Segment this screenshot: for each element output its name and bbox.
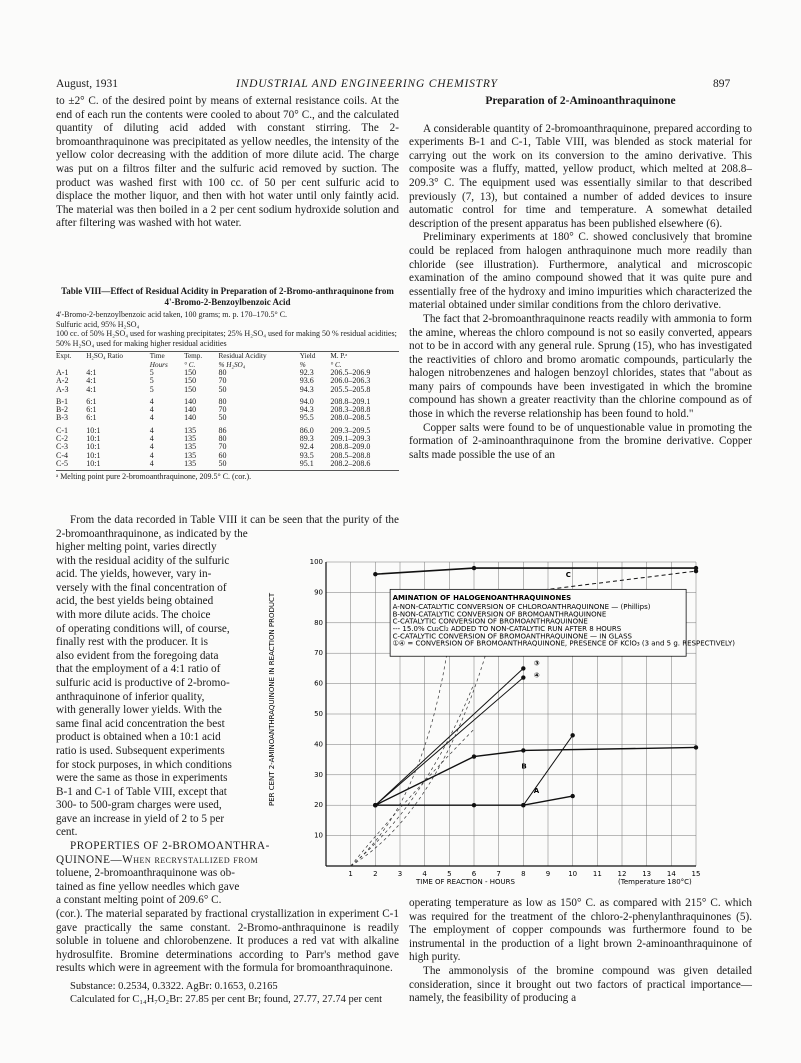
- y-tick-label: 60: [314, 679, 323, 688]
- legend-entry: ①④ = CONVERSION OF BROMOANTHRAQUINONE, PRESENCE OF KClO₃ (3 and 5 g. RESPECTIVELY): [392, 639, 736, 648]
- table-cell: 208.5–208.8: [330, 450, 371, 460]
- right-bottom: [409, 897, 752, 1006]
- x-axis-label: TIME OF REACTION - HOURS: [416, 878, 515, 886]
- table-cell: 94.0: [299, 396, 314, 406]
- table-cell: 80: [218, 396, 227, 406]
- y-tick-label: 40: [314, 740, 323, 749]
- data-point: [373, 803, 377, 807]
- x-tick-label: 14: [666, 870, 676, 878]
- legend-entry: C-CATALYTIC CONVERSION OF BROMOANTHRAQUINONE: [392, 617, 588, 626]
- table-cell: 50: [218, 413, 227, 423]
- amination-chart: [268, 556, 736, 894]
- table-cell: 208.8–209.1: [330, 396, 371, 406]
- narrow-text-line: B-1 and C-1 of Table VIII, except that: [56, 785, 227, 798]
- data-point: [521, 666, 525, 670]
- table-cell: 89.3: [299, 434, 314, 444]
- table-cell: 6:1: [86, 396, 97, 406]
- table-cell: 140: [184, 396, 197, 406]
- table-cell: 4: [149, 413, 154, 423]
- right-column: [409, 95, 752, 462]
- table-cell: 6:1: [86, 413, 97, 423]
- curve-label: B: [521, 762, 527, 771]
- table-cell: B-2: [56, 405, 68, 415]
- data-point: [373, 572, 377, 576]
- y-tick-label: 10: [314, 831, 323, 840]
- y-tick-label: 80: [314, 618, 323, 627]
- running-date: August, 1931: [56, 78, 118, 90]
- table-cell: 4: [149, 396, 154, 406]
- table-cell: 10:1: [86, 458, 101, 468]
- narrow-text-line: anthraquinone of inferior quality,: [56, 690, 205, 703]
- table-cell: C-2: [56, 434, 68, 444]
- data-point: [694, 569, 698, 573]
- col-header: H₂SO₄ Ratio: [86, 352, 123, 360]
- right-paragraph: Copper salts were found to be of unquestionable value in promoting the formation of 2-aminoanthraquinone from the bromine derivative. Copper salts made possible the use of an: [409, 421, 752, 461]
- table-cell: 10:1: [86, 442, 101, 452]
- x-tick-label: 7: [496, 870, 501, 878]
- y-tick-label: 90: [314, 588, 323, 597]
- right-paragraph: Preliminary experiments at 180° C. showed conclusively that bromine could be replaced from halogen anthraquinone much more readily than chloride (see illustration). Furthermore, analytical and microscopic examination of the amino compound showed that it was quite pure and essentially free of the hydroxy and imino impurities which characterized the material obtained under similar conditions from the chloro derivative.: [409, 231, 752, 312]
- unit-cell: Hours: [149, 360, 168, 369]
- table-cell: A-3: [56, 384, 69, 394]
- left-bottom-text: [56, 908, 399, 1006]
- narrow-text-line: of operating conditions will, of course,: [56, 622, 230, 635]
- table-cell: 208.8–209.0: [330, 442, 371, 452]
- x-tick-label: 10: [568, 870, 578, 878]
- narrow-text-line: QUINONE—When recrystallized from: [56, 853, 259, 866]
- data-table: [56, 351, 399, 468]
- col-header: Yield: [299, 352, 316, 360]
- legend-entry: A-NON-CATALYTIC CONVERSION OF CHLOROANTHRAQUINONE — (Phillips): [392, 603, 651, 612]
- narrow-text-line: acid. The yields, however, vary in-: [56, 568, 212, 581]
- y-tick-label: 100: [309, 558, 323, 566]
- table-cell: 95.5: [299, 413, 314, 423]
- col-header: Time: [149, 352, 165, 360]
- table-cell: 80: [218, 368, 227, 377]
- table-cell: 86.0: [299, 425, 314, 435]
- table-cell: 4: [149, 425, 154, 435]
- col-header: M. P.ᵃ: [330, 352, 348, 360]
- narrow-text-line: that the employment of a 4:1 ratio of: [56, 663, 221, 676]
- data-point: [521, 748, 525, 752]
- table-cell: A-2: [56, 376, 69, 386]
- table-cell: C-4: [56, 450, 68, 460]
- x-tick-label: 4: [422, 870, 427, 878]
- left-narrow-text: [56, 541, 288, 908]
- unit-cell: %: [299, 360, 306, 369]
- narrow-text-line: with the residual acidity of the sulfuric: [56, 554, 230, 567]
- table-cell: 150: [184, 368, 197, 377]
- page-number: 897: [713, 78, 731, 90]
- narrow-text-line: toluene, 2-bromoanthraquinone was ob-: [56, 867, 235, 880]
- table-cell: 140: [184, 413, 197, 423]
- table-cell: 4:1: [86, 368, 97, 377]
- table-cell: 135: [184, 425, 197, 435]
- narrow-text-line: versely with the final concentration of: [56, 581, 227, 594]
- narrow-text-line: same final acid concentration the best: [56, 717, 225, 730]
- narrow-text-line: were the same as those in experiments: [56, 772, 228, 785]
- table-note-3: 100 cc. of 50% H₂SO₄ used for washing precipitates; 25% H₂SO₄ used for making 50 % residual acidities; 50% H₂SO₄ used for making higher residual acidities: [56, 329, 397, 348]
- journal-title: INDUSTRIAL AND ENGINEERING CHEMISTRY: [236, 78, 498, 90]
- y-axis-label: PER CENT 2-AMINOANTHRAQUINONE IN REACTION PRODUCT: [268, 592, 276, 806]
- table-cell: 206.5–206.9: [330, 368, 371, 377]
- table-cell: 5: [149, 368, 154, 377]
- narrow-text-line: with generally lower yields. With the: [56, 704, 222, 717]
- table-row: [56, 386, 399, 394]
- table-title: Table VIII—Effect of Residual Acidity in Preparation of 2-Bromo-anthraquinone from 4'-Bromo-2-Benzoylbenzoic Acid: [61, 286, 394, 307]
- col-header: Expt.: [56, 352, 72, 360]
- table-cell: 4:1: [86, 376, 97, 386]
- chart-title: AMINATION OF HALOGENOANTHRAQUINONES: [392, 594, 572, 602]
- table-cell: 50: [218, 384, 227, 394]
- table-cell: C-3: [56, 442, 68, 452]
- table-cell: 4: [149, 442, 154, 452]
- x-tick-label: 3: [397, 870, 403, 878]
- table-header-row: [56, 352, 399, 361]
- narrow-text-line: 300- to 500-gram charges were used,: [56, 799, 222, 812]
- left-intro-paragraph: to ±2° C. of the desired point by means of external resistance coils. At the end of each run the contents were cooled to about 70° C., and the calculated quantity of diluting acid added with constant stirring. The 2-bromoanthraquinone was precipitated as yellow needles, the intensity of the yellow color decreasing with the addition of more dilute acid. The charge was put on a filtros filter and the sulfuric acid removed by suction. The product was washed first with 100 cc. of 50 per cent sulfuric acid to displace the mother liquor, and then with hot water until only faintly acid. The material was then boiled in a 2 per cent sodium hydroxide solution and after filtering was washed with hot water.: [56, 95, 399, 230]
- analysis-line-1: Substance: 0.2534, 0.3322. AgBr: 0.1653, 0.2165: [70, 980, 278, 992]
- data-point: [521, 803, 525, 807]
- data-point: [521, 675, 525, 679]
- table-cell: 93.5: [299, 450, 314, 460]
- table-cell: 92.3: [299, 368, 314, 377]
- data-point: [570, 733, 574, 737]
- left-intro: [56, 95, 399, 231]
- narrow-text-line: PROPERTIES OF 2-BROMOANTHRA-: [70, 840, 270, 853]
- table-cell: 135: [184, 458, 197, 468]
- table-cell: 4: [149, 434, 154, 444]
- table-cell: 6:1: [86, 405, 97, 415]
- table-cell: 135: [184, 442, 197, 452]
- table-cell: B-3: [56, 413, 68, 423]
- y-tick-label: 50: [314, 710, 323, 718]
- x-tick-label: 8: [521, 870, 526, 878]
- table-row: [56, 414, 399, 422]
- table-cell: 4:1: [86, 384, 97, 394]
- data-point: [694, 745, 698, 749]
- unit-cell: ° C.: [330, 360, 342, 369]
- narrow-text-line: with more dilute acids. The choice: [56, 608, 211, 621]
- table-cell: 208.2–208.6: [330, 458, 371, 468]
- narrow-text-line: finally rest with the producer. It is: [56, 636, 208, 649]
- table-cell: 10:1: [86, 450, 101, 460]
- y-tick-label: 70: [314, 649, 323, 658]
- narrow-text-line: acid, the best yields being obtained: [56, 595, 214, 608]
- data-point: [472, 803, 476, 807]
- x-tick-label: 13: [642, 870, 652, 878]
- right-paragraph: The fact that 2-bromoanthraquinone reacts readily with ammonia to form the amine, whereas the chloro compound is not so easily converted, appears not to be in accord with any general rule. Sprung (15), who has investigated the reactivities of chloro and bromo aromatic compounds, particularly the halogen nitrobenzenes and halogen benzoyl chlorides, states that "about as many pairs of compounds have been investigated in which the bromine compound has shown a greater reactivity than the chlorine compound as of those in which the reverse relationship has been found to hold.": [409, 312, 752, 421]
- x-tick-label: 15: [691, 870, 701, 878]
- x-axis-note: (Temperature 180°C): [618, 878, 692, 886]
- data-point: [472, 754, 476, 758]
- legend-entry: C-CATALYTIC CONVERSION OF BROMOANTHRAQUINONE — IN GLASS: [392, 632, 632, 641]
- curve-label: ④: [533, 671, 540, 680]
- section-heading: Preparation of 2-Aminoanthraquinone: [485, 95, 676, 107]
- right-bottom-paragraph: The ammonolysis of the bromine compound was given detailed consideration, since it brought out two factors of practical importance—namely, the feasibility of producing a: [409, 964, 752, 1005]
- table-cell: C-1: [56, 425, 68, 435]
- narrow-text-line: a constant melting point of 209.6° C.: [56, 894, 222, 907]
- table-footnote: ᵃ Melting point pure 2-bromoanthraquinone, 209.5° C. (cor.).: [56, 470, 399, 482]
- table-cell: 4: [149, 450, 154, 460]
- narrow-text-line: higher melting point, varies directly: [56, 541, 217, 553]
- narrow-text-line: product is obtained when a 10:1 acid: [56, 731, 221, 744]
- legend-entry: --- 15.0% Cu₂Cl₂ ADDED TO NON-CATALYTIC RUN AFTER 8 HOURS: [392, 625, 622, 634]
- x-tick-label: 6: [471, 870, 477, 878]
- table-cell: 140: [184, 405, 197, 415]
- table-cell: 86: [218, 425, 227, 435]
- x-tick-label: 2: [373, 870, 378, 878]
- legend-entry: B-NON-CATALYTIC CONVERSION OF BROMOANTHRAQUINONE: [392, 610, 607, 619]
- table-cell: 70: [218, 405, 227, 415]
- narrow-text-line: ratio is used. Subsequent experiments: [56, 744, 225, 757]
- right-bottom-paragraph: operating temperature as low as 150° C. as compared with 215° C. which was required for the treatment of the chloro-2-phenylanthraquinones (5). The employment of copper compounds was furthermore found to be instrumental in the production of a light brown 2-aminoanthraquinone of high purity.: [409, 897, 752, 964]
- x-tick-label: 1: [348, 870, 353, 878]
- narrow-text-line: gave an increase in yield of 2 to 5 per: [56, 812, 225, 825]
- table-cell: 95.1: [299, 458, 314, 468]
- x-tick-label: 11: [592, 870, 602, 878]
- y-tick-label: 30: [314, 770, 323, 779]
- table-cell: 70: [218, 376, 227, 386]
- table-cell: 92.4: [299, 442, 314, 452]
- table-cell: 5: [149, 376, 154, 386]
- table-cell: 208.3–208.8: [330, 405, 371, 415]
- table-note-2: Sulfuric acid, 95% H₂SO₄: [56, 319, 140, 329]
- discussion-paragraph: From the data recorded in Table VIII it can be seen that the purity of the 2-bromoanthraquinone, as indicated by the: [56, 514, 399, 540]
- table-cell: 93.6: [299, 376, 314, 386]
- table-cell: 4: [149, 405, 154, 415]
- table-cell: C-5: [56, 458, 68, 468]
- data-point: [570, 794, 574, 798]
- x-tick-label: 5: [447, 870, 452, 878]
- table-cell: 80: [218, 434, 227, 444]
- curve-label: C: [565, 571, 571, 580]
- chart-legend: [390, 589, 735, 656]
- table-cell: 70: [218, 442, 227, 452]
- table-cell: 94.3: [299, 405, 314, 415]
- col-header: Residual Acidity: [218, 352, 267, 360]
- x-tick-label: 9: [545, 870, 551, 878]
- table-note-1: 4'-Bromo-2-benzoylbenzoic acid taken, 100 grams; m. p. 170–170.5° C.: [56, 310, 288, 319]
- table-cell: A-1: [56, 368, 69, 377]
- curve-label: ③: [533, 659, 540, 668]
- table-cell: 50: [218, 458, 227, 468]
- table-cell: 5: [149, 384, 154, 394]
- analysis-line-2: Calculated for C₁₄H₇O₂Br: 27.85 per cent Br; found, 27.77, 27.74 per cent: [70, 993, 383, 1005]
- narrow-text-line: tained as fine yellow needles which gave: [56, 880, 240, 893]
- table-cell: 4: [149, 458, 154, 468]
- properties-continuation: (cor.). The material separated by fractional crystallization in experiment C-1 gave practically the same constant. 2-Bromo-anthraquinone is readily soluble in toluene and chlorobenzene. It produces a red vat with alkaline hydrosulfite. Bromine determinations according to Parr's method gave results which were in agreement with the formula for bromoanthraquinone.: [56, 908, 399, 975]
- table-cell: 135: [184, 450, 197, 460]
- table-cell: 135: [184, 434, 197, 444]
- table-cell: 206.0–206.3: [330, 376, 371, 386]
- narrow-text-line: sulfuric acid is productive of 2-bromo-: [56, 676, 230, 689]
- col-header: Temp.: [184, 352, 203, 360]
- curve-label: A: [533, 787, 540, 796]
- table-cell: 209.3–209.5: [330, 425, 371, 435]
- table-cell: B-1: [56, 396, 68, 406]
- right-paragraph: A considerable quantity of 2-bromoanthraquinone, prepared according to experiments B-1 and C-1, Table VIII, was blended as stock material for carrying out the work on its conversion to the amino derivative. This composite was a fluffy, matted, yellow product, which melted at 208.8–209.3° C. The equipment used was essentially similar to that described previously (7, 13), but contained a number of added devices to insure automatic control for time and temperature. A somewhat detailed description of the present apparatus has been published elsewhere (6).: [409, 122, 752, 230]
- unit-cell: ° C.: [184, 360, 196, 369]
- unit-cell: % H₂SO₄: [218, 360, 246, 369]
- table-cell: 60: [218, 450, 227, 460]
- narrow-text-line: cent.: [56, 826, 78, 839]
- table-cell: 10:1: [86, 425, 101, 435]
- table-cell: 150: [184, 384, 197, 394]
- table-cell: 208.0–208.5: [330, 413, 371, 423]
- table-body: [56, 369, 399, 468]
- x-tick-label: 12: [617, 870, 627, 878]
- table-cell: 10:1: [86, 434, 101, 444]
- y-tick-label: 20: [314, 801, 323, 810]
- table-row: [56, 460, 399, 468]
- narrow-text-line: for stock purposes, in which conditions: [56, 758, 232, 771]
- narrow-text-line: also evident from the foregoing data: [56, 649, 219, 662]
- left-discussion-start: [56, 514, 399, 541]
- table-cell: 150: [184, 376, 197, 386]
- data-point: [472, 566, 476, 570]
- table-cell: 205.5–205.8: [330, 384, 371, 394]
- table-viii: [56, 286, 399, 482]
- table-cell: 209.1–209.3: [330, 434, 371, 444]
- table-cell: 94.3: [299, 384, 314, 394]
